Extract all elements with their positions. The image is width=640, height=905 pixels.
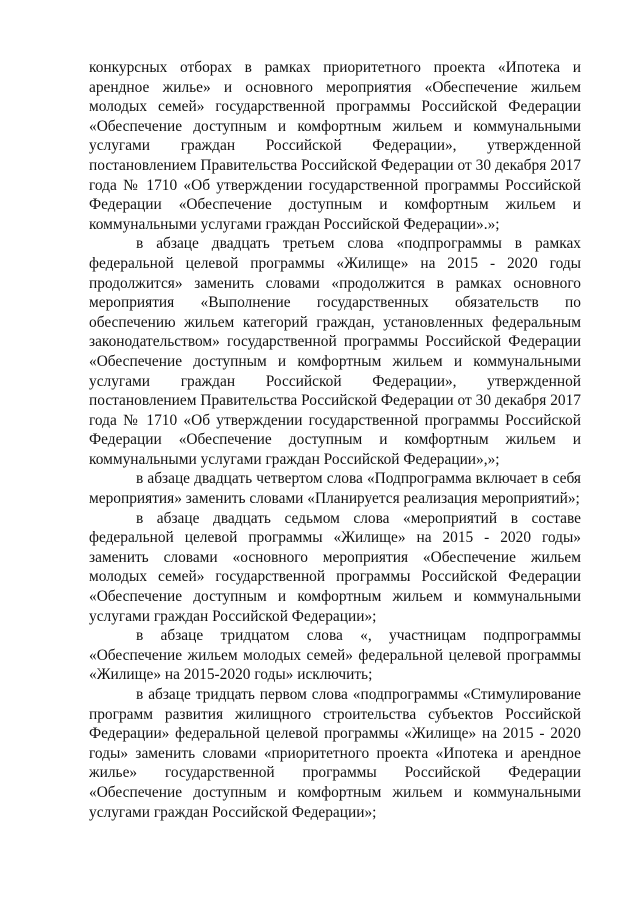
paragraph-abzac-27: в абзаце двадцать седьмом слова «мероприятий в составе федеральной целевой программы «Жилище» на 2015 - 2020 годы» заменить словами «основного мероприятия «Обеспечение жильем молодых семей» государственной программы Российской Федерации «Обеспечение доступным и комфортным жильем и коммунальными услугами граждан Российской Федерации»; (89, 509, 581, 625)
paragraph-continuation: конкурсных отборах в рамках приоритетного проекта «Ипотека и арендное жилье» и основного мероприятия «Обеспечение жильем молодых семей» государственной программы Российской Федерации «Обеспечение доступным и комфортным жильем и коммунальными услугами граждан Российской Федерации», утвержденной постановлением Правительства Российской Федерации от 30 декабря 2017 года № 1710 «Об утверждении государственной программы Российской Федерации «Обеспечение доступным и комфортным жильем и коммунальными услугами граждан Российской Федерации».»; (89, 59, 581, 233)
document-page (89, 58, 581, 822)
paragraph-abzac-24: в абзаце двадцать четвертом слова «Подпрограмма включает в себя мероприятия» заменить словами «Планируется реализация мероприятий»; (89, 470, 581, 508)
paragraph-abzac-30: в абзаце тридцатом слова «, участницам подпрограммы «Обеспечение жильем молодых семей» федеральной целевой программы «Жилище» на 2015-2020 годы» исключить; (89, 627, 581, 684)
paragraph-abzac-23: в абзаце двадцать третьем слова «подпрограммы в рамках федеральной целевой программы «Жилище» на 2015 - 2020 годы продолжится» заменить словами «продолжится в рамках основного мероприятия «Выполнение государственных обязательств по обеспечению жильем категорий граждан, установленных федеральным законодательством» государственной программы Российской Федерации «Обеспечение доступным и комфортным жильем и коммунальными услугами граждан Российской Федерации», утвержденной постановлением Правительства Российской Федерации от 30 декабря 2017 года № 1710 «Об утверждении государственной программы Российской Федерации «Обеспечение доступным и комфортным жильем и коммунальными услугами граждан Российской Федерации»,»; (89, 235, 581, 468)
paragraph-abzac-31: в абзаце тридцать первом слова «подпрограммы «Стимулирование программ развития жилищного строительства субъектов Российской Федерации» федеральной целевой программы «Жилище» на 2015 - 2020 годы» заменить словами «приоритетного проекта «Ипотека и арендное жилье» государственной программы Российской Федерации «Обеспечение доступным и комфортным жильем и коммунальными услугами граждан Российской Федерации»; (89, 686, 581, 821)
